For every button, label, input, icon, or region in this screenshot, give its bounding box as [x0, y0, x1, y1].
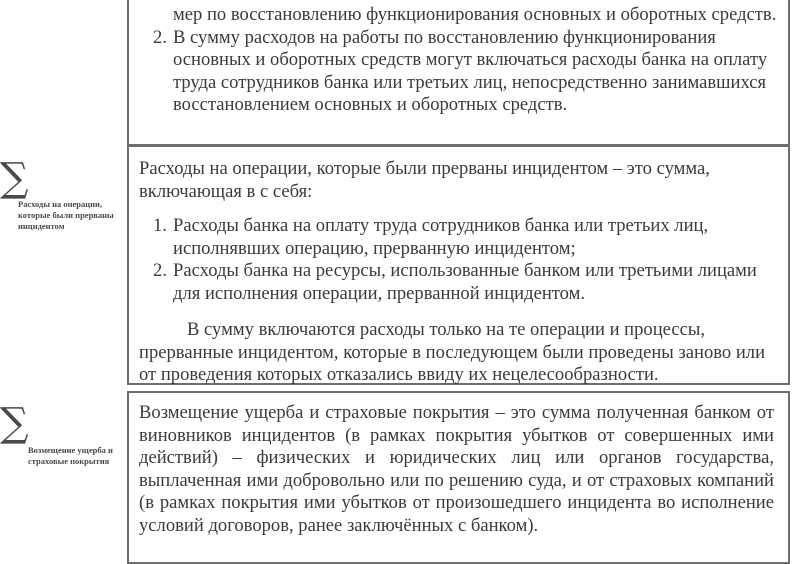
compensation-label: Возмещение ущерба и страховые покрытия	[28, 445, 113, 466]
interrupted-operations-label-column	[0, 150, 126, 270]
list-item-number: 2.	[153, 26, 167, 48]
list-item-text: Расходы банка на ресурсы, использованные банком или третьими лицами для исполнения операции, прерванной инцидентом.	[173, 260, 757, 304]
interrupted-operations-list	[139, 215, 778, 305]
continuation-lead-text: мер по восстановлению функционирования основных и оборотных средств.	[173, 4, 777, 25]
continuation-box	[127, 0, 790, 146]
list-item-text: В сумму расходов на работы по восстановлению функционирования основных и оборотных средств могут включаться расходы банка на оплату труда сотрудников банка или третьих лиц, непосредственно занимавшихся восстановлением основных и оборотных средств.	[173, 26, 768, 115]
list-item-text: Расходы банка на оплату труда сотрудников банка или третьих лиц, исполнявших операцию, прерванную инцидентом;	[173, 215, 709, 259]
continuation-list	[139, 27, 778, 117]
interrupted-operations-note: В сумму включаются расходы только на те операции и процессы, прерванные инцидентом, которые в последующем были проведены заново или от проведения которых отказались ввиду их нецелесообразности.	[139, 319, 766, 385]
list-item-number: 2.	[153, 260, 167, 281]
compensation-label-column	[0, 395, 126, 495]
list-item	[139, 260, 778, 305]
sum-symbol: ∑	[0, 400, 29, 446]
compensation-box	[127, 391, 790, 564]
list-item-number: 1.	[153, 215, 167, 236]
compensation-text: Возмещение ущерба и страховые покрытия – это сумма полученная банком от виновников инцидентов (в рамках покрытия убытков от совершенных ими действий) – физических и юридических лиц или органов государства, выплаченная ими добровольно или по решению суда, и от страховых компаний (в рамках покрытия ими убытков от произошедшего инцидента во исполнение условий договоров, ранее заключённых с банком).	[139, 402, 774, 536]
interrupted-operations-label: Расходы на операции, которые были прерваны инцидентом	[18, 199, 114, 231]
sum-symbol: ∑	[0, 155, 29, 201]
interrupted-operations-box	[127, 145, 790, 385]
list-item	[139, 215, 778, 260]
list-item	[139, 27, 778, 117]
interrupted-operations-intro: Расходы на операции, которые были прерваны инцидентом – это сумма, включающая в с себя:	[139, 158, 710, 202]
